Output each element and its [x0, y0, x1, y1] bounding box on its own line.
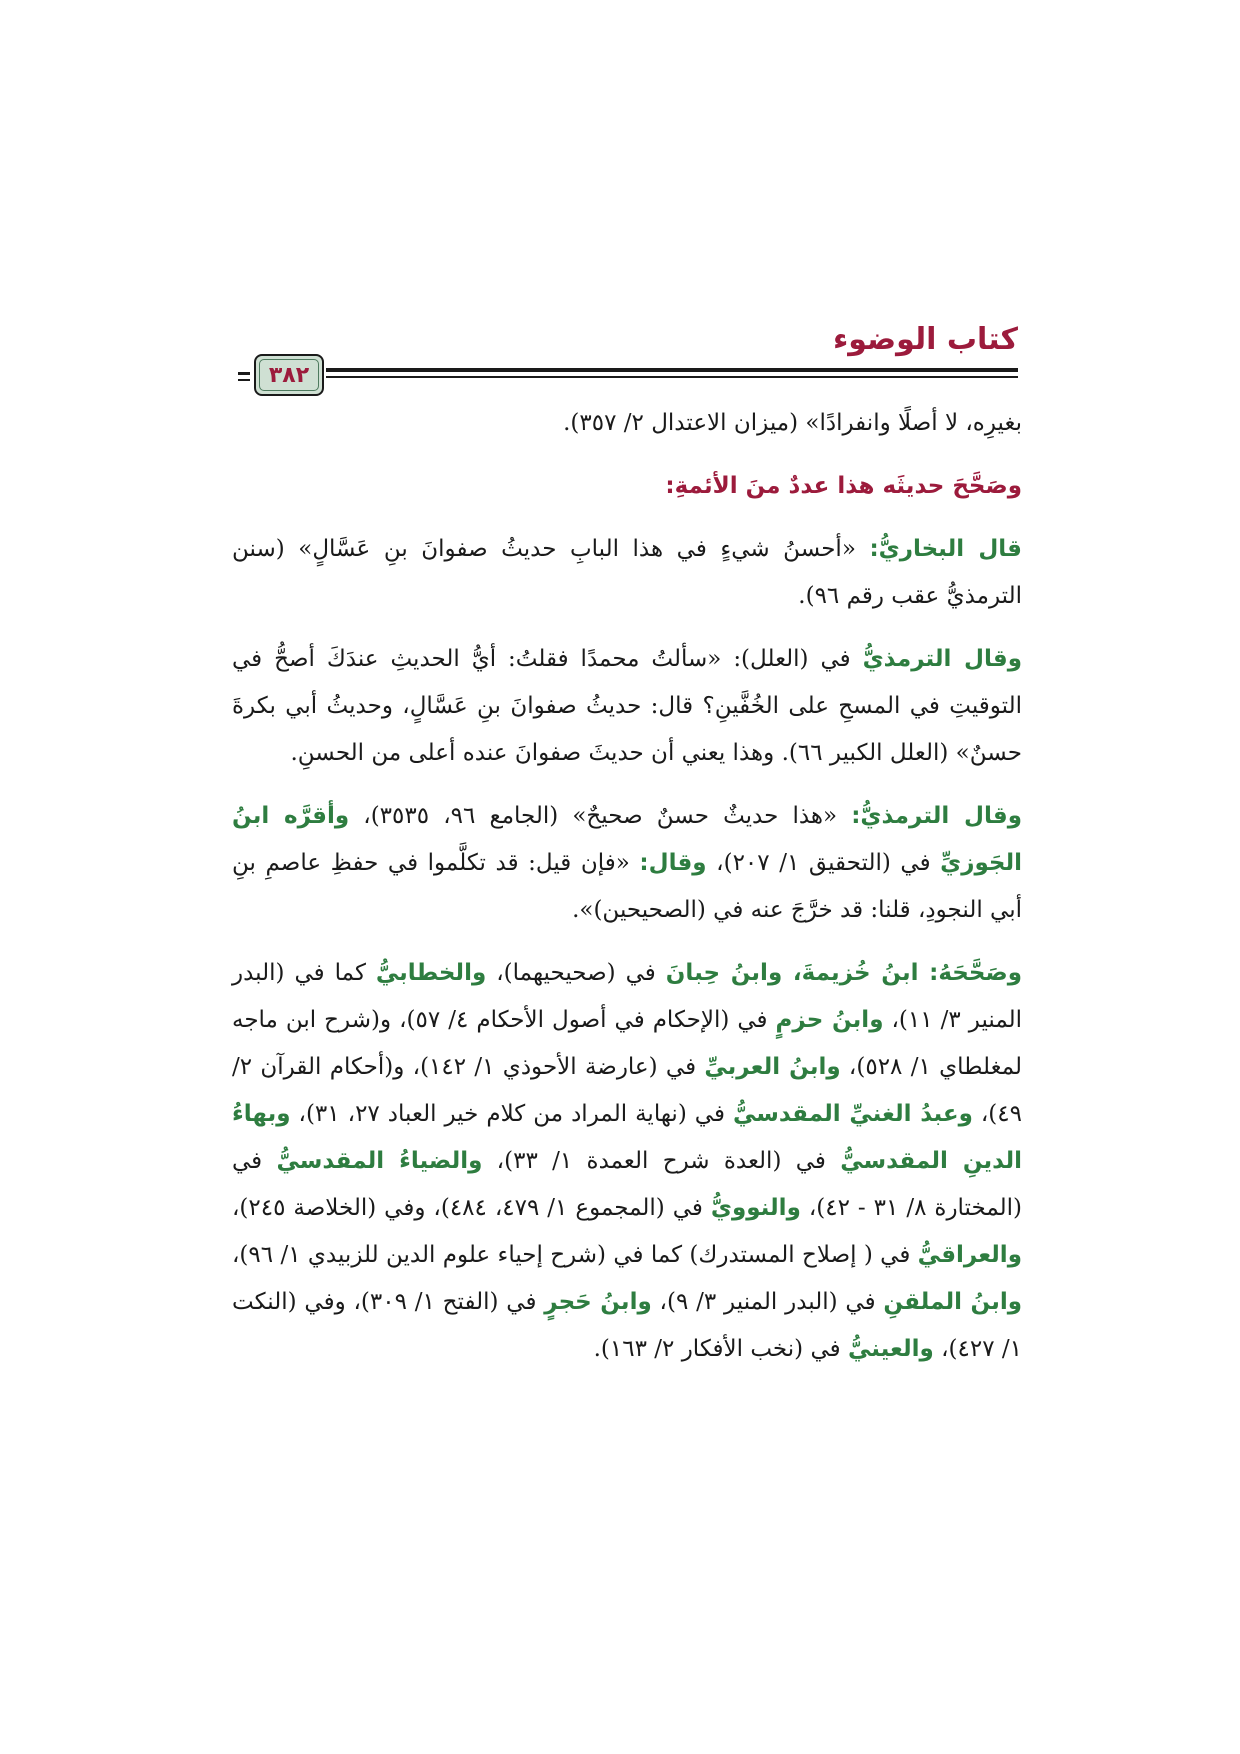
page-number-badge: ٣٨٢	[254, 354, 324, 396]
page-body	[232, 400, 1022, 1389]
scholar-name: وصَحَّحَهُ: ابنُ خُزيمةَ، وابنُ حِبانَ	[665, 960, 1022, 986]
scholar-name: وقال:	[639, 850, 707, 876]
scholar-name: وبهاءُ الدينِ المقدسيُّ	[232, 1101, 1022, 1174]
header-rule-thick	[326, 368, 1018, 372]
page-header	[238, 318, 1018, 398]
paragraph-bukhari: قال البخاريُّ: «أحسنُ شيءٍ في هذا البابِ حديثُ صفوانَ بنِ عَسَّالٍ» (سنن الترمذيُّ عقب رقم ٩٦).	[232, 536, 1022, 609]
scholar-name: وابنُ الملقنِ	[883, 1289, 1023, 1315]
scholar-name: وقال الترمذيُّ:	[851, 803, 1023, 829]
scholar-name: وابنُ العربيِّ	[704, 1054, 841, 1080]
section-heading: وصَحَّحَ حديثَه هذا عددٌ منَ الأئمةِ:	[665, 473, 1022, 499]
paragraph-authenticators: وصَحَّحَهُ: ابنُ خُزيمةَ، وابنُ حِبانَ في (صحيحيهما)، والخطابيُّ كما في (البدر المنير ٣/ ١١)، وابنُ حزمٍ في (الإحكام في أصول الأحكام ٤/ ٥٧)، و(شرح ابن ماجه لمغلطاي ١/ ٥٢٨)، وابنُ العربيِّ في (عارضة الأحوذي ١/ ١٤٢)، و(أحكام القرآن ٢/ ٤٩)، وعبدُ الغنيِّ المقدسيُّ في (نهاية المراد من كلام خير العباد ٢٧، ٣١)، وبهاءُ الدينِ المقدسيُّ في (العدة شرح العمدة ١/ ٣٣)، والضياءُ المقدسيُّ في (المختارة ٨/ ٣١ - ٤٢)، والنوويُّ في (المجموع ١/ ٤٧٩، ٤٨٤)، وفي (الخلاصة ٢٤٥)، والعراقيُّ في ( إصلاح المستدرك) كما في (شرح إحياء علوم الدين للزبيدي ١/ ٩٦)، وابنُ الملقنِ في (البدر المنير ٣/ ٩)، وابنُ حَجرٍ في (الفتح ١/ ٣٠٩)، وفي (النكت ١/ ٤٢٧)، والعينيُّ في (نخب الأفكار ٢/ ١٦٣).	[232, 960, 1023, 1362]
scholar-name: والعراقيُّ	[917, 1242, 1022, 1268]
scholar-name: قال البخاريُّ:	[869, 536, 1022, 562]
paragraph-tirmidhi-ilal: وقال الترمذيُّ في (العلل): «سألتُ محمدًا فقلتُ: أيُّ الحديثِ عندَكَ أصحُّ في التوقيتِ في المسحِ على الخُفَّينِ؟ قال: حديثُ صفوانَ بنِ عَسَّالٍ، وحديثُ أبي بكرةَ حسنٌ» (العلل الكبير ٦٦). وهذا يعني أن حديثَ صفوانَ عنده أعلى من الحسنِ.	[232, 646, 1023, 766]
header-rule-stub	[238, 379, 250, 381]
header-rule-stub	[238, 372, 250, 375]
header-rule-thin	[326, 376, 1018, 378]
scholar-name: والضياءُ المقدسيُّ	[276, 1148, 483, 1174]
scholar-name: والنوويُّ	[710, 1195, 801, 1221]
scholar-name: وابنُ حَجرٍ	[544, 1289, 652, 1315]
paragraph-continuation: بغيرِه، لا أصلًا وانفرادًا» (ميزان الاعتدال ٢/ ٣٥٧).	[563, 410, 1022, 436]
scholar-name: وأقرَّه ابنُ الجَوزيِّ	[232, 803, 1022, 876]
scholar-name: والعينيُّ	[847, 1336, 934, 1362]
paragraph-tirmidhi-jami: وقال الترمذيُّ: «هذا حديثٌ حسنٌ صحيحٌ» (الجامع ٩٦، ٣٥٣٥)، وأقرَّه ابنُ الجَوزيِّ في (التحقيق ١/ ٢٠٧)، وقال: «فإن قيل: قد تكلَّموا في حفظِ عاصمِ بنِ أبي النجودِ، قلنا: قد خرَّجَ عنه في (الصحيحين)».	[232, 803, 1023, 923]
scholar-name: والخطابيُّ	[375, 960, 487, 986]
book-title: كتاب الوضوء	[832, 322, 1018, 357]
scholar-name: وقال الترمذيُّ	[862, 646, 1023, 672]
scholar-name: وعبدُ الغنيِّ المقدسيُّ	[732, 1101, 973, 1127]
scholar-name: وابنُ حزمٍ	[775, 1007, 884, 1033]
